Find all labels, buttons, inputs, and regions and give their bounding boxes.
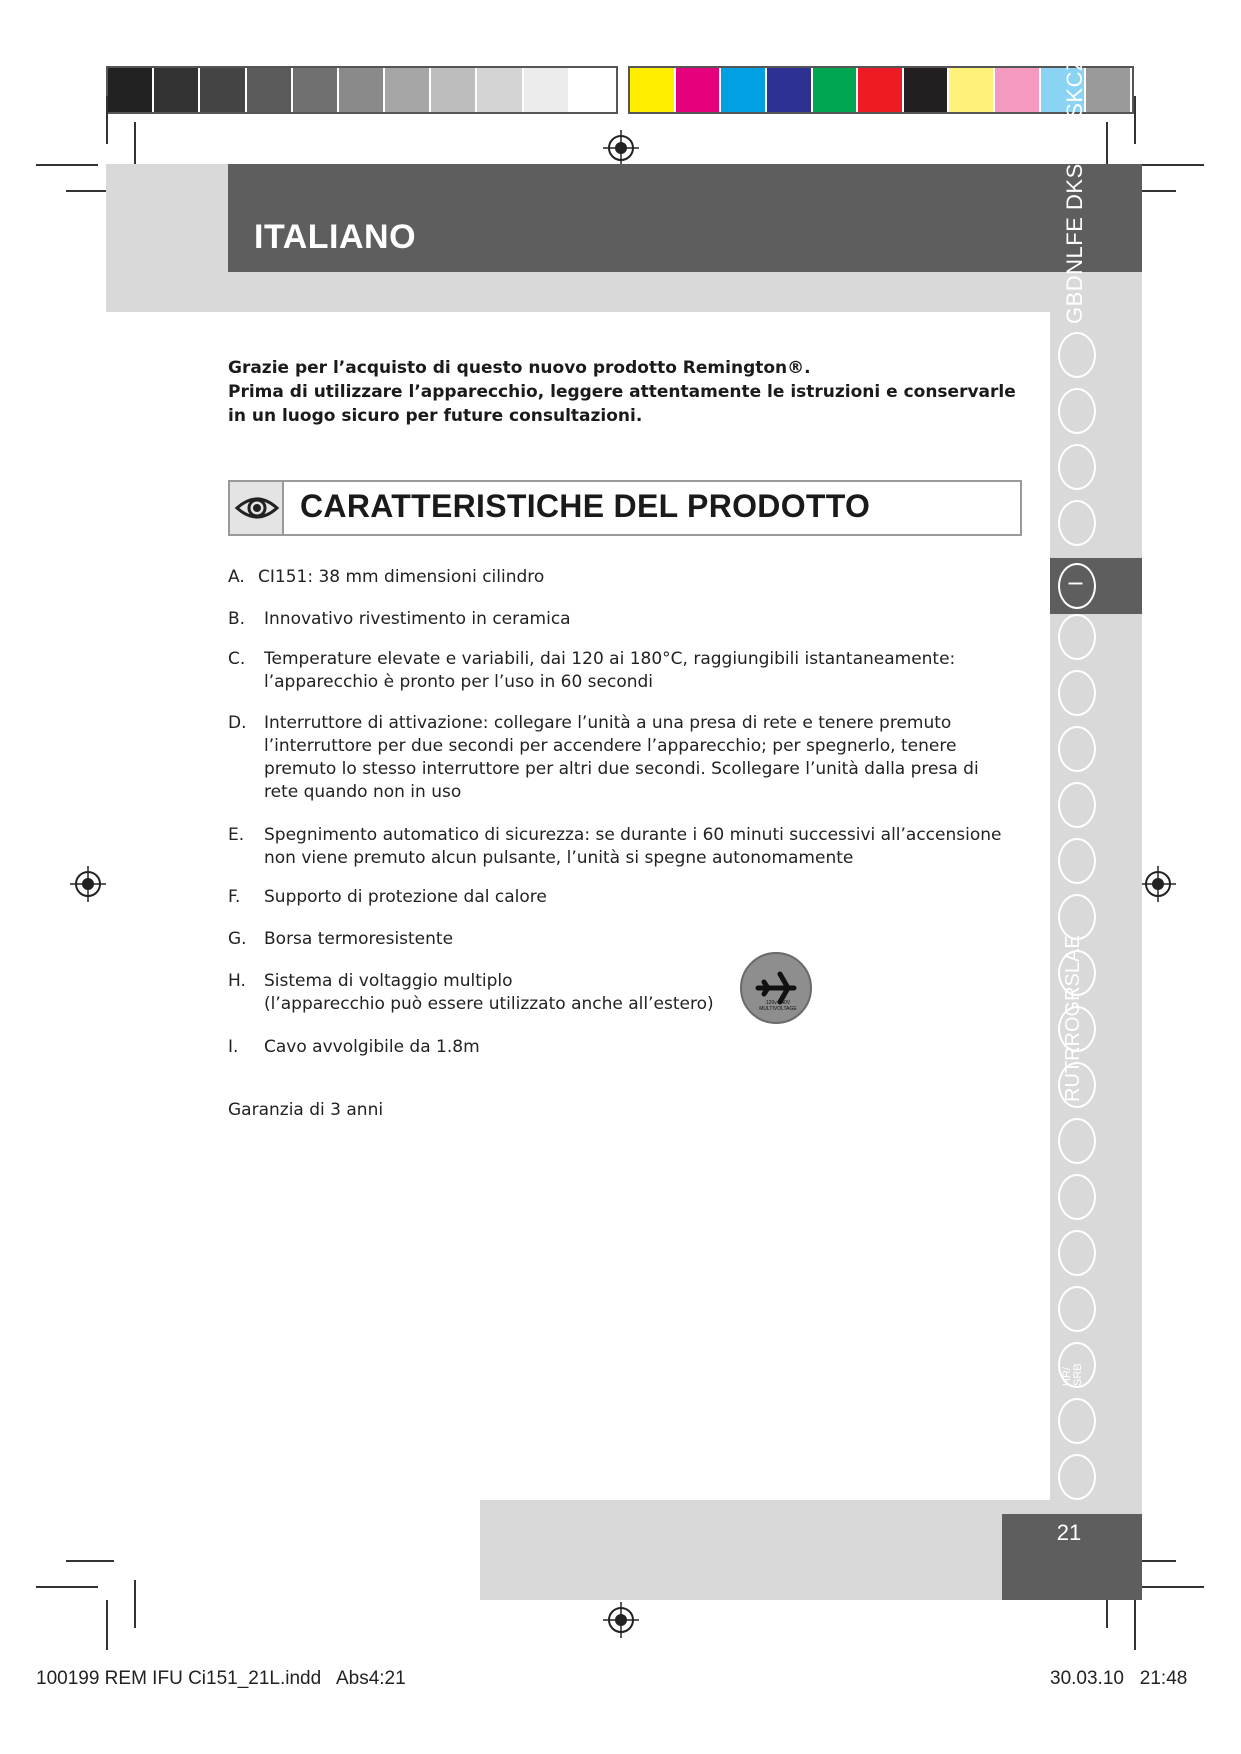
tab-oval — [1058, 388, 1096, 434]
intro-text — [228, 356, 1028, 428]
crop-mark — [36, 1586, 98, 1588]
multivoltage-badge — [740, 952, 812, 1024]
tab-oval — [1058, 670, 1096, 716]
color-swatch — [858, 68, 902, 112]
eye-icon — [234, 490, 280, 526]
side-tab-language-codes: GBDNLFE DKSFNPSKCZ — [1062, 57, 1087, 324]
intro-line: in un luogo sicuro per future consultazioni. — [228, 406, 643, 426]
feature-text: Interruttore di attivazione: collegare l’unità a una presa di rete e tenere premuto — [264, 713, 952, 733]
crop-mark — [134, 1580, 136, 1628]
feature-letter: B. — [228, 609, 246, 629]
feature-text: Cavo avvolgibile da 1.8m — [264, 1037, 480, 1057]
tab-oval — [1058, 1398, 1096, 1444]
feature-letter: F. — [228, 887, 241, 907]
footer-timestamp: 30.03.10 21:48 — [1050, 1668, 1188, 1689]
feature-letter: E. — [228, 825, 245, 845]
registration-mark-icon — [1140, 866, 1176, 902]
gray-swatch — [477, 68, 521, 112]
feature-item — [228, 648, 1008, 694]
feature-letter: D. — [228, 713, 247, 733]
gray-swatch — [293, 68, 337, 112]
crop-mark — [106, 1600, 108, 1650]
crop-mark — [1142, 1586, 1204, 1588]
feature-item — [228, 970, 1008, 1016]
feature-text: Sistema di voltaggio multiplo — [264, 971, 513, 991]
color-swatch — [813, 68, 857, 112]
registration-mark-icon — [70, 866, 106, 902]
feature-text: premuto lo stesso interruttore per altri due secondi. Scollegare l’unità dalla presa di — [264, 759, 979, 779]
color-swatch — [721, 68, 765, 112]
feature-letter: G. — [228, 929, 247, 949]
feature-text: l’apparecchio è pronto per l’uso in 60 secondi — [264, 672, 654, 692]
color-swatch — [904, 68, 948, 112]
side-tab-language-codes-lower: RUTRROGRSLAE — [1062, 935, 1084, 1102]
crop-mark — [1142, 164, 1204, 166]
crop-mark — [66, 1560, 114, 1562]
airplane-icon — [740, 952, 812, 1024]
color-swatch — [630, 68, 674, 112]
active-tab-label: I — [1065, 580, 1088, 587]
tab-oval — [1058, 332, 1096, 378]
section-title: CARATTERISTICHE DEL PRODOTTO — [300, 488, 871, 524]
feature-letter: A. — [228, 567, 245, 587]
gray-swatch — [524, 68, 568, 112]
intro-line: Prima di utilizzare l’apparecchio, leggere attentamente le istruzioni e conservarle — [228, 382, 1016, 402]
feature-letter: C. — [228, 649, 246, 669]
crop-mark — [36, 164, 98, 166]
feature-text: Borsa termoresistente — [264, 929, 454, 949]
gray-swatch — [247, 68, 291, 112]
tab-oval — [1058, 1454, 1096, 1500]
gray-swatch — [339, 68, 383, 112]
feature-letter: I. — [228, 1037, 239, 1057]
feature-text: Innovativo rivestimento in ceramica — [264, 609, 571, 629]
tab-oval — [1058, 1230, 1096, 1276]
tab-oval — [1058, 1286, 1096, 1332]
gray-swatch — [431, 68, 475, 112]
gray-swatch — [108, 68, 152, 112]
tab-oval — [1058, 500, 1096, 546]
color-swatch — [995, 68, 1039, 112]
feature-item — [228, 566, 1008, 589]
crop-mark — [134, 122, 136, 170]
color-swatch — [767, 68, 811, 112]
feature-text: Supporto di protezione dal calore — [264, 887, 547, 907]
crop-mark — [1106, 122, 1108, 170]
feature-item — [228, 928, 1008, 951]
feature-text: rete quando non in uso — [264, 782, 462, 802]
feature-text: CI151: 38 mm dimensioni cilindro — [258, 567, 545, 587]
crop-mark — [1134, 1600, 1136, 1650]
color-swatch — [949, 68, 993, 112]
tab-oval — [1058, 444, 1096, 490]
tab-oval — [1058, 894, 1096, 940]
color-swatch — [1086, 68, 1130, 112]
side-tab-small-codes: HR/ SRB — [1061, 1363, 1084, 1386]
page-title: ITALIANO — [254, 218, 417, 256]
feature-text: l’interruttore per due secondi per accendere l’apparecchio; per spegnerlo, tenere — [264, 736, 957, 756]
warranty-text: Garanzia di 3 anni — [228, 1100, 384, 1120]
tab-oval — [1058, 1118, 1096, 1164]
feature-item — [228, 886, 1008, 909]
feature-item — [228, 608, 1008, 631]
tab-oval — [1058, 782, 1096, 828]
feature-text: (l’apparecchio può essere utilizzato anche all’estero) — [264, 994, 714, 1014]
feature-text: non viene premuto alcun pulsante, l’unità si spegne autonomamente — [264, 848, 854, 868]
crop-mark — [1134, 96, 1136, 144]
page-number: 21 — [1056, 1520, 1082, 1545]
feature-letter: H. — [228, 971, 246, 991]
color-swatch — [676, 68, 720, 112]
feature-text: Spegnimento automatico di sicurezza: se durante i 60 minuti successivi all’accensione — [264, 825, 1002, 845]
gray-swatch — [200, 68, 244, 112]
registration-mark-icon — [603, 1602, 639, 1638]
tab-oval — [1058, 838, 1096, 884]
tab-oval — [1058, 614, 1096, 660]
feature-text: Temperature elevate e variabili, dai 120 ai 180°C, raggiungibili istantaneamente: — [264, 649, 956, 669]
multivoltage-text: 120v-240V MULTIVOLTAGE — [759, 1000, 797, 1012]
tab-oval — [1058, 1174, 1096, 1220]
gray-swatch — [385, 68, 429, 112]
registration-mark-icon — [603, 130, 639, 166]
footer-file-info: 100199 REM IFU Ci151_21L.indd Abs4:21 — [36, 1668, 406, 1689]
crop-mark — [106, 96, 108, 144]
gray-swatch — [154, 68, 198, 112]
gray-swatch — [570, 68, 614, 112]
feature-item — [228, 1036, 1008, 1059]
intro-line: Grazie per l’acquisto di questo nuovo prodotto Remington®. — [228, 358, 811, 378]
feature-item — [228, 824, 1008, 870]
tab-oval — [1058, 726, 1096, 772]
feature-item — [228, 712, 1008, 804]
